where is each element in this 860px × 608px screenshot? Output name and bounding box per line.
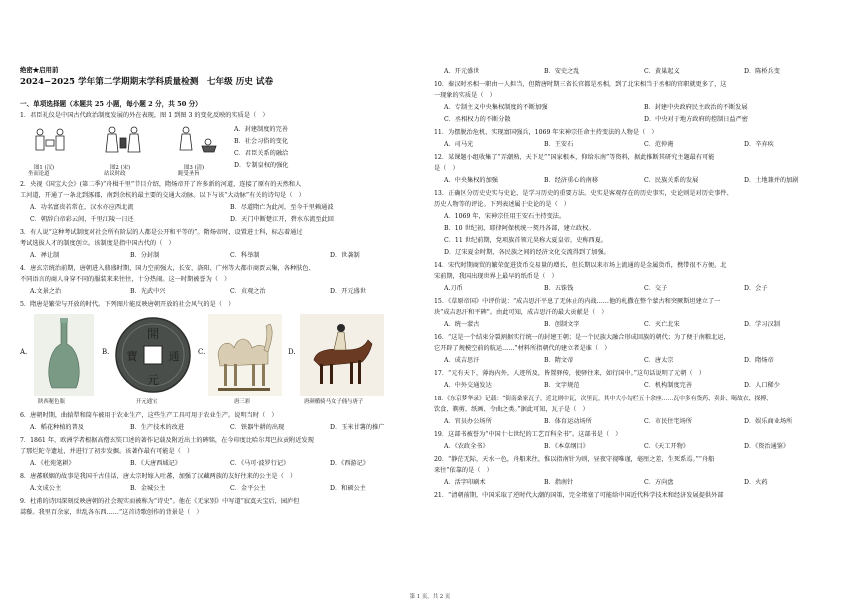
q2-option-a[interactable]: A．功名富贵若常在，汉水亦应西北流 (30, 204, 134, 211)
q8-option-c[interactable]: C．金平公主 (230, 485, 266, 492)
q12-option-c[interactable]: C．民族关系的发展 (644, 177, 699, 184)
q14-line-1: 14．宋代时期商贸的繁荣促进货币交易量的增长，但长期以来市场上流通的是金属货币，携带很不方便。北 (434, 262, 727, 269)
q14-option-c[interactable]: C．交子 (644, 285, 668, 292)
q18-option-d[interactable]: D．娱乐商业场所 (744, 418, 793, 425)
q3-option-c[interactable]: C．科举制 (230, 252, 260, 259)
fig3-caption-2: 跪受圣旨 (178, 171, 200, 177)
section-heading: 一、单项选择题（本题共 25 小题，每小题 2 分，共 50 分） (20, 100, 202, 108)
q16-option-a[interactable]: A．成吉思汗 (444, 357, 480, 364)
q17-line-1: 17．“元有天下，薄海内外，人迹所及，皆置驿传，使驿往来，如行国中。”这句话说明了元朝（ ） (434, 370, 705, 377)
q5-stem: 5．隋唐是繁荣与开放的时代。下列图片能反映唐朝开放的社会风气的是（ ） (20, 301, 235, 308)
q13-line-2: 历史人物等的评论。下列表述属于史论的是（ ） (434, 201, 571, 208)
q3-option-d[interactable]: D．世袭制 (330, 252, 360, 259)
q4-line-2: 不同语言的商人身穿不同的服装来来往往，十分热闹。这一时期被誉为（ ） (20, 276, 231, 283)
q5-label-c[interactable]: C. (198, 348, 206, 356)
q12-option-d[interactable]: D．土地兼并的加剧 (744, 177, 799, 184)
q15-option-c[interactable]: C．灭亡北宋 (644, 321, 680, 328)
q16-line-1: 16．“这是一个结束分裂割据实行统一的封建王朝；是一个民族大融合形成回族的朝代；为了便于南粮北运， (434, 334, 730, 341)
q7-line-2: 了那烂陀寺遗址，并进行了初步发掘。该著作最有可能是（ ） (20, 448, 194, 455)
q18-option-a[interactable]: A．官员办公场所 (444, 418, 492, 425)
tang-horse-rider-image[interactable] (300, 314, 384, 396)
q10-option-b[interactable]: B．封建中央政府民主政治的不断发展 (644, 104, 748, 111)
q11-option-d[interactable]: D．辛弃疾 (744, 141, 774, 148)
page-footer: 第 1 页，共 2 页 (409, 594, 451, 600)
tang-sancai-camel-image[interactable] (208, 314, 282, 396)
q12-line-1: 12．某课题小组收集了“弄潮熟，天下足”“国家根本，仰给东南”等资料，据此推断其研究主题最有可能 (434, 154, 715, 161)
q21-line-1: 21．“清朝前期，中国采取了逆时代大潮的国策，完全堵塞了可能给中国近代科学技术和经济发展提供外部 (434, 492, 724, 499)
q5-label-b[interactable]: B. (102, 348, 110, 356)
q4-line-1: 4．唐玄宗统治前期，唐朝进入鼎盛时期，国力空前强大，长安、洛阳、广州等大都市商贾云集，各种肤色、 (20, 265, 315, 272)
q18-option-b[interactable]: B．体育运动场所 (544, 418, 592, 425)
q14-option-b[interactable]: B．五铢钱 (544, 285, 574, 292)
q2-line-2: 工河道，开通了一条北到涿郡，南到余杭的最主要的交通大动脉。以下与该“大动脉”有关的诗句是（ ） (20, 192, 305, 199)
q2-option-c[interactable]: C．朝辞白帝彩云间，千里江陵一日还 (30, 216, 134, 223)
q4-option-a[interactable]: A.文景之治 (30, 288, 62, 295)
kaiyuan-coin-image[interactable] (114, 314, 192, 396)
q8-option-b[interactable]: B．金城公主 (130, 485, 166, 492)
q14-option-d[interactable]: D．会子 (744, 285, 768, 292)
q3-line-1: 3．有人说“这种考试制度对社会所有阶层的人都是公开和平等的”。隋炀帝时，设置进士科，标志着通过 (20, 229, 303, 236)
fig2-caption: 图2 (宋) (110, 165, 131, 171)
q2-option-b[interactable]: B．尽道隋亡为此河，至今千里赖通波 (230, 204, 334, 211)
q7-option-c[interactable]: C．《马可·波罗行记》 (230, 460, 290, 467)
q1-option-c[interactable]: C．君臣关系的融洽 (234, 150, 289, 157)
q5-caption-c: 唐三彩 (234, 399, 251, 405)
q1-option-d[interactable]: D．专制皇权的强化 (234, 162, 289, 169)
q13-option-a[interactable]: A．1069 年，宋神宗任用王安石主持变法。 (444, 213, 566, 220)
q4-option-d[interactable]: D．开元盛世 (330, 288, 366, 295)
fig1-caption: 图1 (汉) (34, 165, 55, 171)
q16-option-c[interactable]: C．唐太宗 (644, 357, 674, 364)
q10-line-2: 一现象的实质是（ ） (434, 92, 496, 99)
q17-option-c[interactable]: C．机构制度完善 (644, 382, 693, 389)
q9-option-a[interactable]: A．开元盛世 (444, 68, 480, 75)
q4-option-c[interactable]: C．贞观之治 (230, 288, 266, 295)
q7-option-a[interactable]: A．《杜苑笔耕》 (30, 460, 75, 467)
q15-option-d[interactable]: D．学习汉制 (744, 321, 780, 328)
q7-option-b[interactable]: B．《大唐西域记》 (130, 460, 181, 467)
q17-option-d[interactable]: D．人口稀少 (744, 382, 780, 389)
figure-2-sketch (106, 127, 140, 152)
q10-line-1: 10．秦汉时丞相一职由一人担当，但隋唐时期三省长官都是丞相，到了北宋相当于丞相的官职就更多了，这 (434, 81, 727, 88)
secret-label: 绝密★启用前 (20, 66, 59, 74)
q14-option-a[interactable]: A.刀币 (444, 285, 463, 292)
q2-option-d[interactable]: D．天门中断楚江开，碧水东流至此回 (230, 216, 334, 223)
q19-option-d[interactable]: D．《资治通鉴》 (744, 443, 790, 450)
q17-option-b[interactable]: B．文字规范 (544, 382, 580, 389)
q20-option-d[interactable]: D．火药 (744, 479, 768, 486)
q1-option-b[interactable]: B．社会习俗的变化 (234, 138, 289, 145)
q10-option-a[interactable]: A．专制主义中央集权制度的不断加强 (444, 104, 548, 111)
q5-caption-b: 开元通宝 (136, 399, 158, 405)
q6-option-b[interactable]: B．生产技术的改进 (130, 424, 185, 431)
q13-option-d[interactable]: D．辽宋夏金时期，各民族之间的经济文化交流得到了加强。 (444, 249, 610, 256)
fig1-caption-2: 坐而论道 (28, 171, 50, 177)
q15-option-a[interactable]: A．统一蒙古 (444, 321, 480, 328)
q20-option-c[interactable]: C．方向盘 (644, 479, 674, 486)
q9-option-c[interactable]: C．黄巢起义 (644, 68, 680, 75)
coin-char-top: 開 (146, 327, 160, 341)
q16-option-d[interactable]: D．隋炀帝 (744, 357, 774, 364)
q12-option-b[interactable]: B．经济重心的南移 (544, 177, 599, 184)
q17-option-a[interactable]: A．中外交通发达 (444, 382, 492, 389)
q6-option-c[interactable]: C．铁器牛耕的出现 (230, 424, 285, 431)
q7-option-d[interactable]: D．《西游记》 (330, 460, 369, 467)
q11-option-b[interactable]: B．王安石 (544, 141, 574, 148)
q14-line-2: 宋前期，我国出现世界上最早的纸币是（ ） (434, 273, 558, 280)
q6-option-a[interactable]: A．稻花种植的普及 (30, 424, 84, 431)
q8-option-a[interactable]: A.文成公主 (30, 485, 62, 492)
q19-option-a[interactable]: A．《农政全书》 (444, 443, 489, 450)
q19-option-b[interactable]: B．《本草纲目》 (544, 443, 589, 450)
celadon-vase-image[interactable] (34, 314, 94, 396)
figure-1-sketch (36, 129, 64, 150)
q3-option-a[interactable]: A．禅让制 (30, 252, 60, 259)
q8-line-1: 8．唐蕃联姻的故事是我国千古佳话，唐太宗时嫁入吐蕃，加强了汉藏两族的友好往来的公主是（ ） (20, 473, 297, 480)
q12-line-2: 是（ ） (434, 165, 459, 172)
q1-option-a[interactable]: A．封建制度的完善 (234, 126, 288, 133)
q13-line-1: 13．正确区分历史史实与史论，是学习历史的重要方法。史实是客观存在的历史事实，史论则是对历史事件、 (434, 190, 733, 197)
q11-line-1: 11．为摆脱治危机、实现富国强兵，1069 年宋神宗任命主持变法的人物是（ ） (434, 129, 658, 136)
fig3-caption: 图3 (清) (184, 165, 205, 171)
q9-line-1: 9．杜甫的诗因深刻反映唐朝的社会现实而被称为“诗史”。他在《无家别》中写道“寂寞天宝后，园庐但 (20, 498, 300, 505)
q5-label-d[interactable]: D. (288, 348, 296, 356)
q12-option-a[interactable]: A．中央集权的加强 (444, 177, 498, 184)
page-title: 2024−2025 学年第二学期期末学科质量检测 七年级 历史 试卷 (20, 77, 274, 87)
q11-option-c[interactable]: C．范仲淹 (644, 141, 674, 148)
q20-option-a[interactable]: A．活字印刷术 (444, 479, 486, 486)
q20-option-b[interactable]: B．指南针 (544, 479, 574, 486)
coin-char-right: 通 (168, 350, 180, 363)
q1-figures (26, 124, 236, 164)
q3-line-2: 考试选拔人才的制度创立。该制度是指中国古代的（ ） (20, 240, 175, 247)
q6-option-d[interactable]: D．玉米甘薯的推广 (330, 424, 385, 431)
q20-line-1: 20．“静茫无际，天水一色，舟船来往，惟以指南针为则，昼夜守视唯谨，毫厘之差，生死系焉。”“舟船 (434, 456, 715, 463)
q4-option-b[interactable]: B．光武中兴 (130, 288, 166, 295)
q11-option-a[interactable]: A．司马光 (444, 141, 474, 148)
q20-line-2: 来往”依靠的是（ ） (434, 467, 493, 474)
q15-option-b[interactable]: B．创制文字 (544, 321, 580, 328)
q16-option-b[interactable]: B．隋文帝 (544, 357, 574, 364)
q6-line-1: 6．唐朝时期，曲辕犁和筒车被用于农业生产，这些生产工具可用于农业生产。说明当时（ ） (20, 412, 278, 419)
coin-char-left: 寶 (126, 350, 138, 363)
coin-char-bottom: 元 (146, 373, 160, 387)
q16-line-2: 它开辟了规模空前的航运……”材料所指朝代的建立者是谁（ ） (434, 345, 611, 352)
q5-label-a[interactable]: A. (20, 348, 28, 356)
q19-line-1: 19．这部书被誉为“中国十七世纪的工艺百科全书”。这部书是（ ） (434, 431, 622, 438)
q9-line-2: 蒿藜。我里百余家，世乱各东西……”这首诗歌创作的背景是（ ） (20, 509, 203, 516)
q9-option-b[interactable]: B．安史之乱 (544, 68, 580, 75)
q18-line-1: 18．《东京梦华录》记载：“街南桑家瓦子，近北则中瓦，次里瓦，其中大小勾栏五十余座……瓦中多有货药、卖卦、喝故衣、探搏、 (434, 396, 772, 402)
q15-line-2: 块“成吉思汗和平碑”。由此可知，成吉思汗的最大贡献是（ ） (434, 309, 608, 316)
fig2-caption-2: 站议时政 (104, 171, 126, 177)
q18-line-2: 饮食、剃剪、纸画、令曲之类。”据此可知，瓦子是（ ） (434, 406, 589, 413)
q7-line-1: 7．1861 年，欧洲学者根据高僧玄奘口述的著作记载及附近出土的碑铭，在今印度比哈尔邦巴拉贡附近发现 (20, 437, 314, 444)
q15-line-1: 15．《草原帝国》中评价说：“成吉思汗平息了无休止的内战……他的札撒在整个蒙古和突厥斯坦建立了一 (434, 298, 721, 305)
q13-option-b[interactable]: B．10 世纪初，耶律阿保机统一契丹各部，建立政权。 (444, 225, 595, 232)
q9-option-d[interactable]: D．陈桥兵变 (744, 68, 780, 75)
q2-line-1: 2．央视《国宝大会》(第二季)“舟楫千里”节目介绍，隋炀帝开了许多新的河道，连接了原有的天然和人 (20, 181, 302, 188)
figure-3-sketch (180, 127, 216, 152)
q10-option-c[interactable]: C．丞相权力的不断分散 (444, 116, 511, 123)
q8-option-d[interactable]: D．和硕公主 (330, 485, 366, 492)
q5-caption-a: 陕西秘色瓶 (38, 399, 65, 405)
q13-option-c[interactable]: C．11 世纪前期，党项族首领元昊称大夏皇帝，史称西夏。 (444, 237, 608, 244)
q10-option-d[interactable]: D．中央对于地方政府的控制日益严密 (644, 116, 748, 123)
q3-option-b[interactable]: B．分封制 (130, 252, 160, 259)
q5-caption-d: 唐颜楯骑马女子俑与唐子 (304, 399, 364, 405)
q19-option-c[interactable]: C．《天工开物》 (644, 443, 689, 450)
q1-stem: 1．君臣礼仪是中国古代政治制度发展的外在表现，图 1 到图 3 的变化反映的实质是（ ） (20, 112, 269, 119)
q18-option-c[interactable]: C．市民住宅场所 (644, 418, 693, 425)
